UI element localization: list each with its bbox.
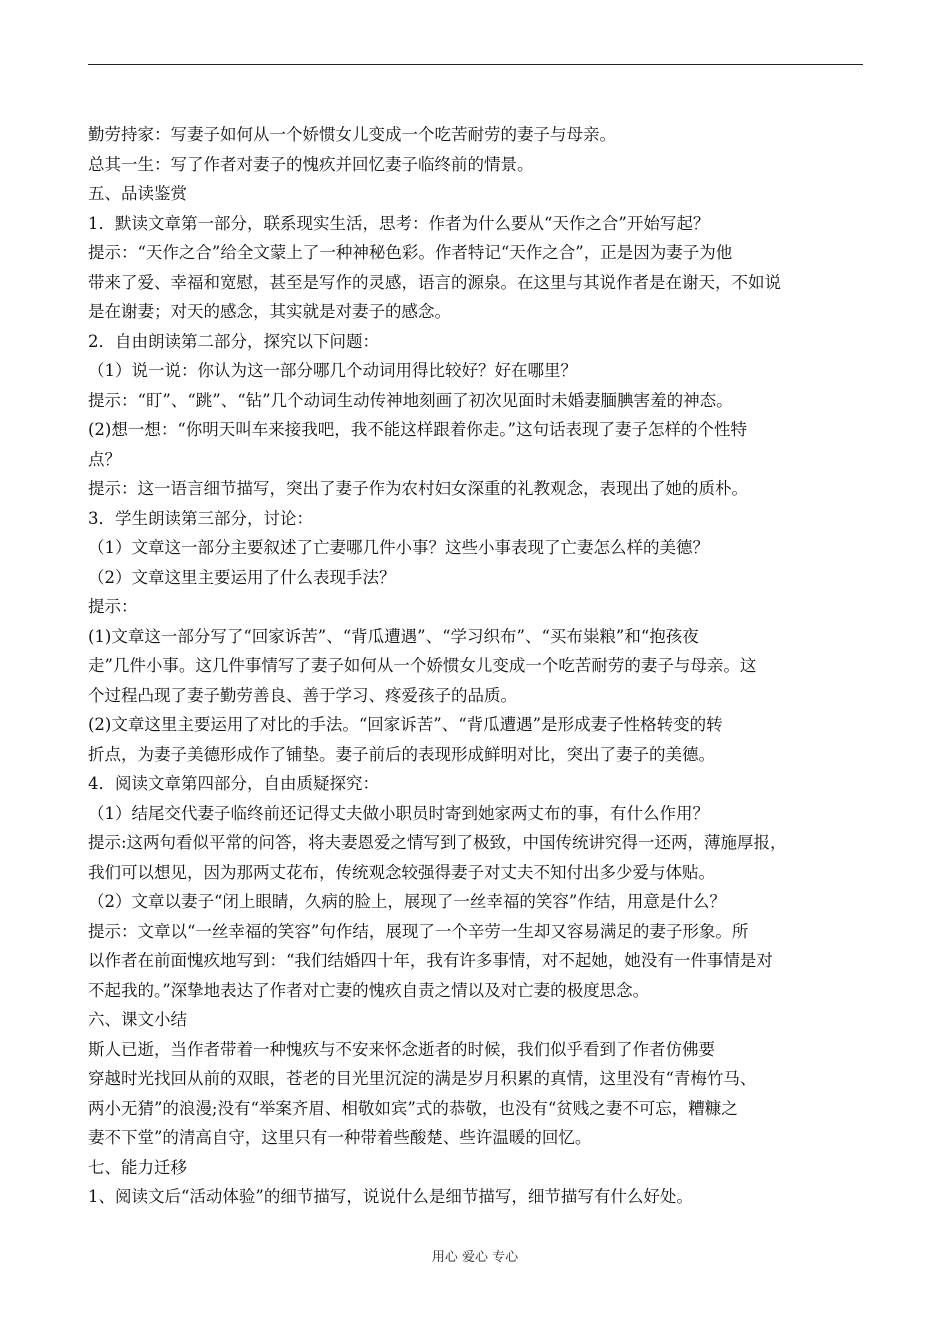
section-heading: 五、品读鉴赏 bbox=[88, 184, 187, 203]
text-line: 穿越时光找回从前的双眼，苍老的目光里沉淀的满是岁月积累的真情，这里没有“青梅竹马、 bbox=[88, 1069, 757, 1088]
sub-question: （1）结尾交代妻子临终前还记得丈夫做小职员时寄到她家两丈布的事，有什么作用？ bbox=[88, 803, 709, 823]
section-heading: 六、课文小结 bbox=[88, 1010, 187, 1029]
text-line: 两小无猜”的浪漫;没有“举案齐眉、相敬如宾”式的恭敬，也没有“贫贱之妻不可忘，糟糠之 bbox=[88, 1098, 738, 1118]
text-line: 斯人已逝，当作者带着一种愧疚与不安来怀念逝者的时候，我们似乎看到了作者仿佛要 bbox=[88, 1039, 715, 1059]
question: 2．自由朗读第二部分，探究以下问题： bbox=[88, 331, 379, 351]
page-footer: 用心 爱心 专心 bbox=[431, 1250, 519, 1265]
text-line: 不起我的。”深挚地表达了作者对亡妻的愧疚自责之情以及对亡妻的极度思念。 bbox=[88, 980, 650, 1000]
text-line: 提示：“天作之合”给全文蒙上了一种神秘色彩。作者特记“天作之合”，正是因为妻子为他 bbox=[88, 243, 733, 262]
text-line: 提示：这一语言细节描写，突出了妻子作为农村妇女深重的礼教观念，表现出了她的质朴。 bbox=[88, 479, 748, 498]
header-rule bbox=[88, 64, 863, 65]
text-line: 个过程凸现了妻子勤劳善良、善于学习、疼爱孩子的品质。 bbox=[88, 685, 517, 705]
text-line: 提示:这两句看似平常的问答，将夫妻恩爱之情写到了极致，中国传统讲究得一还两，薄施厚报， bbox=[88, 833, 787, 852]
sub-question: （2）文章以妻子“闭上眼睛，久病的脸上，展现了一丝幸福的笑容”作结，用意是什么？ bbox=[88, 892, 726, 911]
question: 3．学生朗读第三部分，讨论： bbox=[88, 508, 313, 528]
text-line: 提示：“盯”、“跳”、“钻”几个动词生动传神地刻画了初次见面时未婚妻腼腆害羞的神态。 bbox=[88, 390, 733, 410]
section-heading: 七、能力迁移 bbox=[88, 1157, 187, 1177]
question: 1、阅读文后“活动体验”的细节描写，说说什么是细节描写，细节描写有什么好处。 bbox=[88, 1187, 693, 1206]
text-line: (2)文章这里主要运用了对比的手法。“回家诉苦”、“背瓜遭遇”是形成妻子性格转变的转 bbox=[88, 715, 723, 734]
sub-question: （1）文章这一部分主要叙述了亡妻哪几件小事？这些小事表现了亡妻怎么样的美德？ bbox=[88, 538, 709, 557]
text-line: 是在谢妻；对天的感念，其实就是对妻子的感念。 bbox=[88, 302, 451, 321]
sub-question: （2）文章这里主要运用了什么表现手法？ bbox=[88, 567, 396, 587]
sub-question: (2)想一想：“你明天叫车来接我吧，我不能这样跟着你走。”这句话表现了妻子怎样的个性特 bbox=[88, 420, 747, 439]
sub-question: （1）说一说：你认为这一部分哪几个动词用得比较好？好在哪里？ bbox=[88, 361, 577, 380]
text-line: 我们可以想见，因为那两丈花布，传统观念较强得妻子对丈夫不知付出多少爱与体贴。 bbox=[88, 862, 715, 882]
text-line: 勤劳持家：写妻子如何从一个娇惯女儿变成一个吃苦耐劳的妻子与母亲。 bbox=[88, 125, 616, 144]
document-body bbox=[88, 120, 874, 1212]
text-line: 带来了爱、幸福和宽慰，甚至是写作的灵感，语言的源泉。在这里与其说作者是在谢天，不如说 bbox=[88, 272, 781, 292]
text-line: 妻不下堂”的清高自守，这里只有一种带着些酸楚、些许温暖的回忆。 bbox=[88, 1128, 592, 1147]
text-line: 提示： bbox=[88, 597, 138, 616]
question: 1．默读文章第一部分，联系现实生活，思考：作者为什么要从“天作之合”开始写起？ bbox=[88, 213, 710, 233]
text-line: 走”几件小事。这几件事情写了妻子如何从一个娇惯女儿变成一个吃苦耐劳的妻子与母亲。这 bbox=[88, 656, 757, 675]
question: 4．阅读文章第四部分，自由质疑探究： bbox=[88, 774, 379, 793]
text-line: 折点，为妻子美德形成作了铺垫。妻子前后的表现形成鲜明对比，突出了妻子的美德。 bbox=[88, 744, 715, 764]
text-line: 点？ bbox=[88, 449, 121, 469]
text-line: (1)文章这一部分写了“回家诉苦”、“背瓜遭遇”、“学习织布”、“买布粜粮”和“抱孩夜 bbox=[88, 626, 699, 646]
text-line: 提示：文章以“一丝幸福的笑容”句作结，展现了一个辛劳一生却又容易满足的妻子形象。所 bbox=[88, 921, 749, 941]
text-line: 以作者在前面愧疚地写到：“我们结婚四十年，我有许多事情，对不起她，她没有一件事情是对 bbox=[88, 951, 773, 970]
text-line: 总其一生：写了作者对妻子的愧疚并回忆妻子临终前的情景。 bbox=[88, 154, 534, 174]
